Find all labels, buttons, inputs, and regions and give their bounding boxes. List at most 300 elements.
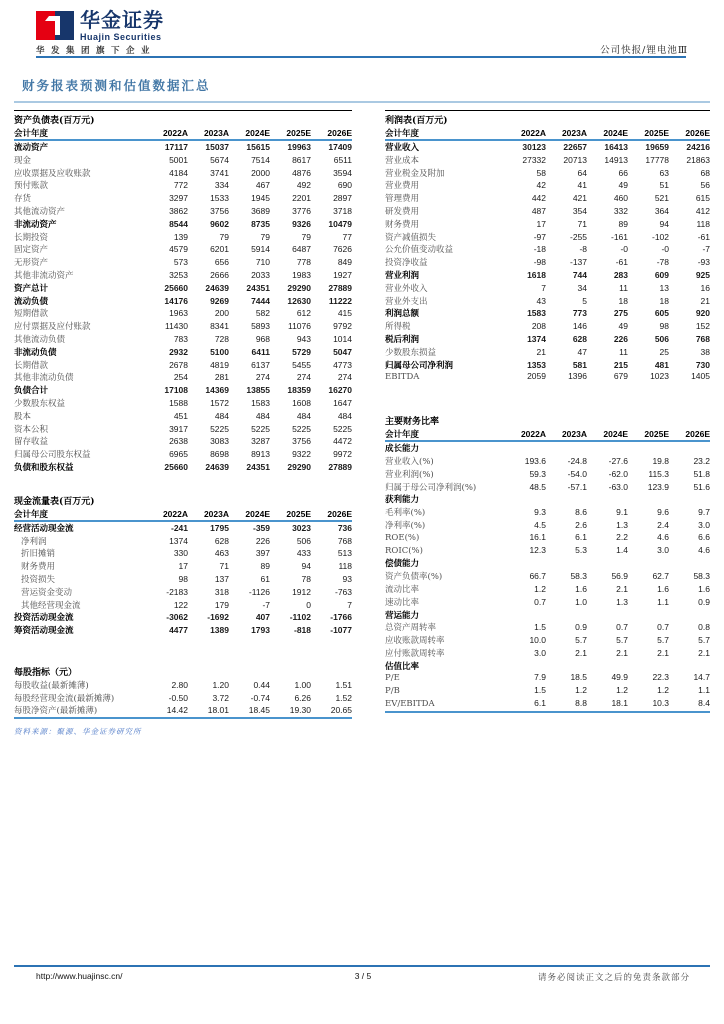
cell-value: 5914 bbox=[251, 244, 270, 255]
source-note: 资料来源：聚源、华金证券研究所 bbox=[14, 727, 142, 737]
cell-value: 16.1 bbox=[529, 531, 546, 542]
table-row bbox=[14, 307, 352, 320]
row-label: 偿债能力 bbox=[385, 559, 420, 570]
cell-value: 2.1 bbox=[616, 583, 628, 594]
page-title: 财务报表预测和估值数据汇总 bbox=[22, 78, 211, 93]
disclaimer-text: 请务必阅读正文之后的免责条款部分 bbox=[537, 973, 690, 983]
cell-value: 5729 bbox=[292, 346, 311, 357]
left-column bbox=[14, 110, 352, 737]
cell-value: 0.7 bbox=[616, 622, 628, 633]
table-row bbox=[385, 442, 710, 455]
cell-value: 6.1 bbox=[575, 531, 587, 542]
cell-value: -0.50 bbox=[168, 692, 188, 703]
table-row bbox=[14, 154, 352, 167]
cell-value: 98 bbox=[659, 321, 669, 332]
cell-value: 58.3 bbox=[570, 571, 587, 582]
cell-value: 467 bbox=[255, 180, 270, 191]
cell-value: 433 bbox=[296, 548, 311, 559]
table-row bbox=[385, 468, 710, 481]
cell-value: 3718 bbox=[333, 205, 352, 216]
cell-value: 200 bbox=[214, 308, 229, 319]
cell-value: 730 bbox=[695, 359, 710, 370]
cell-value: -8 bbox=[579, 244, 587, 255]
row-label: 营业利润 bbox=[385, 270, 420, 281]
cell-value: 16 bbox=[700, 282, 710, 293]
cell-value: 13 bbox=[659, 282, 669, 293]
cell-value: 1912 bbox=[292, 586, 311, 597]
cell-value: 41 bbox=[577, 180, 587, 191]
cell-value: 460 bbox=[613, 193, 628, 204]
cell-value: -241 bbox=[170, 522, 188, 533]
table-row bbox=[385, 685, 710, 698]
cell-value: 49 bbox=[618, 180, 628, 191]
table-row bbox=[14, 679, 352, 692]
cell-value: 152 bbox=[695, 321, 710, 332]
table-row bbox=[14, 692, 352, 705]
cell-value: 487 bbox=[531, 205, 546, 216]
table-row bbox=[385, 295, 710, 308]
cell-value: 1583 bbox=[251, 397, 270, 408]
cell-value: -3062 bbox=[166, 612, 188, 623]
cell-value: 1793 bbox=[251, 625, 270, 636]
cell-value: 628 bbox=[572, 333, 587, 344]
table-row bbox=[14, 167, 352, 180]
cell-value: 318 bbox=[214, 586, 229, 597]
cell-value: 5 bbox=[582, 295, 587, 306]
cell-value: 11076 bbox=[287, 321, 311, 332]
cell-value: 451 bbox=[173, 410, 188, 421]
cell-value: 2.1 bbox=[657, 647, 669, 658]
year-header: 2025E bbox=[644, 128, 669, 138]
cell-value: 61 bbox=[260, 573, 270, 584]
cell-value: 581 bbox=[572, 359, 587, 370]
right-column bbox=[385, 110, 710, 713]
cell-value: 968 bbox=[255, 333, 270, 344]
cell-value: 59.3 bbox=[529, 468, 546, 479]
cell-value: 615 bbox=[695, 193, 710, 204]
cell-value: 1.6 bbox=[657, 583, 669, 594]
cell-value: 582 bbox=[255, 308, 270, 319]
cell-value: 19.30 bbox=[289, 705, 311, 716]
row-label: 非流动负债 bbox=[14, 347, 57, 358]
table-row bbox=[385, 243, 710, 256]
cell-value: 1.6 bbox=[698, 583, 710, 594]
table-row bbox=[14, 231, 352, 244]
cell-value: 1533 bbox=[210, 193, 229, 204]
brand-name-en: Huajin Securities bbox=[80, 32, 162, 42]
row-label: 成长能力 bbox=[385, 444, 420, 455]
brand-block bbox=[36, 11, 164, 42]
row-label: 财务费用 bbox=[21, 562, 56, 573]
table-row bbox=[14, 522, 352, 535]
cell-value: 492 bbox=[296, 180, 311, 191]
cell-value: 1983 bbox=[292, 269, 311, 280]
row-label: 少数股东损益 bbox=[385, 347, 437, 358]
row-label: 资产负债率(%) bbox=[385, 572, 443, 583]
cell-value: 15615 bbox=[246, 142, 270, 152]
table-row bbox=[385, 282, 710, 295]
cell-value: 1.2 bbox=[575, 685, 587, 696]
cell-value: 5893 bbox=[251, 321, 270, 332]
row-label: 长期借款 bbox=[14, 360, 49, 371]
cell-value: 1647 bbox=[333, 397, 352, 408]
cell-value: -61 bbox=[615, 257, 628, 268]
cell-value: 1583 bbox=[527, 308, 546, 319]
cell-value: -1126 bbox=[248, 586, 270, 597]
cell-value: 17108 bbox=[164, 385, 188, 396]
cell-value: 146 bbox=[572, 321, 587, 332]
cell-value: 89 bbox=[618, 218, 628, 229]
balance-sheet-table bbox=[14, 110, 352, 474]
row-label: 财务费用 bbox=[385, 219, 420, 230]
cell-value: 3287 bbox=[251, 436, 270, 447]
cell-value: -63.0 bbox=[608, 481, 628, 492]
cell-value: 16270 bbox=[328, 385, 352, 396]
year-header: 2022A bbox=[162, 508, 188, 519]
cell-value: -1077 bbox=[330, 625, 352, 636]
cell-value: 1927 bbox=[333, 269, 352, 280]
row-label: 归属母公司股东权益 bbox=[14, 450, 91, 461]
cell-value: 51 bbox=[659, 180, 669, 191]
cell-value: 51.8 bbox=[693, 468, 710, 479]
cell-value: 21863 bbox=[686, 154, 710, 165]
cell-value: 3741 bbox=[210, 167, 229, 178]
cell-value: 364 bbox=[654, 205, 669, 216]
table-row bbox=[14, 359, 352, 372]
cell-value: 43 bbox=[536, 295, 546, 306]
table-row bbox=[14, 410, 352, 423]
row-label: 研发费用 bbox=[385, 206, 420, 217]
table-row bbox=[14, 599, 352, 612]
cell-value: 925 bbox=[695, 269, 710, 280]
cell-value: 24351 bbox=[246, 461, 270, 472]
cell-value: -102 bbox=[651, 231, 669, 242]
cell-value: -763 bbox=[334, 586, 352, 597]
cell-value: 122 bbox=[173, 599, 188, 610]
table-row bbox=[14, 423, 352, 436]
cell-value: 23.2 bbox=[693, 455, 710, 466]
cell-value: 58 bbox=[536, 167, 546, 178]
cell-value: 783 bbox=[173, 333, 188, 344]
year-header: 2024E bbox=[245, 508, 270, 519]
table-title: 资产负债表(百万元) bbox=[14, 110, 352, 127]
cell-value: 484 bbox=[296, 410, 311, 421]
cell-value: 79 bbox=[301, 231, 311, 242]
row-label: P/B bbox=[385, 686, 400, 697]
cell-value: 63 bbox=[659, 167, 669, 178]
row-label: 总资产周转率 bbox=[385, 623, 437, 634]
cell-value: -7 bbox=[702, 244, 710, 255]
cell-value: 9326 bbox=[292, 218, 311, 229]
year-header-label: 会计年度 bbox=[14, 509, 49, 520]
cell-value: 15037 bbox=[205, 142, 229, 152]
cell-value: 2059 bbox=[527, 371, 546, 382]
cell-value: 609 bbox=[654, 269, 669, 280]
row-label: 长期投资 bbox=[14, 232, 49, 243]
row-label: 应付账款周转率 bbox=[385, 648, 445, 659]
year-header: 2025E bbox=[644, 429, 669, 440]
row-label: 投资损失 bbox=[21, 574, 56, 585]
cell-value: 1.6 bbox=[575, 583, 587, 594]
table-row bbox=[14, 384, 352, 397]
cell-value: 1.5 bbox=[534, 685, 546, 696]
row-label: 存货 bbox=[14, 194, 32, 205]
cell-value: 4579 bbox=[169, 244, 188, 255]
cell-value: 4.6 bbox=[657, 531, 669, 542]
cell-value: 1.3 bbox=[616, 596, 628, 607]
table-row bbox=[385, 698, 710, 711]
page-footer bbox=[36, 971, 690, 985]
cell-value: 9602 bbox=[210, 218, 229, 229]
year-header: 2026E bbox=[685, 128, 710, 138]
cell-value: -18 bbox=[533, 244, 546, 255]
cell-value: -97 bbox=[533, 231, 546, 242]
table-row bbox=[385, 205, 710, 218]
year-header: 2023A bbox=[561, 128, 587, 138]
table-row bbox=[385, 519, 710, 532]
cell-value: 2638 bbox=[169, 436, 188, 447]
table-row bbox=[385, 307, 710, 320]
cell-value: 71 bbox=[219, 561, 229, 572]
row-label: 获利能力 bbox=[385, 495, 420, 506]
cell-value: 3.0 bbox=[698, 519, 710, 530]
cell-value: 3023 bbox=[292, 522, 311, 533]
cell-value: 1014 bbox=[333, 333, 352, 344]
table-row bbox=[14, 560, 352, 573]
cell-value: 4.5 bbox=[534, 519, 546, 530]
cell-value: 22657 bbox=[563, 142, 587, 152]
cell-value: 14369 bbox=[205, 385, 229, 396]
table-row bbox=[385, 532, 710, 545]
year-header-row bbox=[385, 428, 710, 442]
cell-value: 2.1 bbox=[575, 647, 587, 658]
cell-value: 421 bbox=[572, 193, 587, 204]
cell-value: 254 bbox=[173, 372, 188, 383]
cell-value: 71 bbox=[577, 218, 587, 229]
cell-value: 768 bbox=[337, 535, 352, 546]
cell-value: 5225 bbox=[251, 423, 270, 434]
cell-value: 17117 bbox=[164, 142, 188, 152]
cell-value: 7444 bbox=[251, 295, 270, 306]
row-label: 应收票据及应收账款 bbox=[14, 168, 91, 179]
cell-value: 3.0 bbox=[657, 544, 669, 555]
cell-value: 29290 bbox=[287, 461, 311, 472]
cell-value: 0.8 bbox=[698, 622, 710, 633]
cell-value: 49.9 bbox=[611, 672, 628, 683]
row-label: 归属母公司净利润 bbox=[385, 360, 454, 371]
cell-value: -61 bbox=[697, 231, 710, 242]
cell-value: 1945 bbox=[251, 193, 270, 204]
cell-value: 18.45 bbox=[248, 705, 270, 716]
cell-value: 463 bbox=[214, 548, 229, 559]
row-label: 应收账款周转率 bbox=[385, 636, 445, 647]
cell-value: -7 bbox=[262, 599, 270, 610]
cell-value: 397 bbox=[255, 548, 270, 559]
row-label: 投资活动现金流 bbox=[14, 613, 74, 624]
table-row bbox=[14, 346, 352, 359]
cell-value: 513 bbox=[337, 548, 352, 559]
year-header: 2022A bbox=[520, 429, 546, 440]
cell-value: 4477 bbox=[169, 625, 188, 636]
cell-value: 2.1 bbox=[698, 647, 710, 658]
cell-value: 5225 bbox=[292, 423, 311, 434]
cell-value: 24639 bbox=[205, 461, 229, 472]
year-header: 2024E bbox=[603, 128, 628, 138]
row-label: 其他流动资产 bbox=[14, 206, 66, 217]
table-row bbox=[385, 481, 710, 494]
cell-value: 2000 bbox=[251, 167, 270, 178]
year-header: 2023A bbox=[203, 128, 229, 138]
table-row bbox=[385, 634, 710, 647]
cell-value: 506 bbox=[296, 535, 311, 546]
cell-value: 3297 bbox=[169, 193, 188, 204]
cell-value: 10479 bbox=[328, 218, 352, 229]
cell-value: 25 bbox=[659, 346, 669, 357]
cell-value: 8.6 bbox=[575, 507, 587, 518]
cell-value: 656 bbox=[214, 257, 229, 268]
row-label: ROE(%) bbox=[385, 532, 420, 543]
year-header: 2025E bbox=[286, 128, 311, 138]
cell-value: 56 bbox=[700, 180, 710, 191]
cell-value: 193.6 bbox=[524, 455, 546, 466]
cell-value: 137 bbox=[214, 573, 229, 584]
table-row bbox=[385, 647, 710, 660]
cell-value: 6487 bbox=[292, 244, 311, 255]
row-label: 营运能力 bbox=[385, 610, 420, 621]
table-title: 主要财务比率 bbox=[385, 417, 440, 428]
cell-value: 30123 bbox=[522, 142, 546, 152]
table-row bbox=[14, 205, 352, 218]
table-row bbox=[385, 154, 710, 167]
table-row bbox=[385, 583, 710, 596]
cell-value: 6137 bbox=[251, 359, 270, 370]
cell-value: 17409 bbox=[328, 142, 352, 152]
cell-value: -98 bbox=[533, 257, 546, 268]
row-label: 流动负债 bbox=[14, 296, 49, 307]
cell-value: 506 bbox=[654, 333, 669, 344]
table-row bbox=[385, 660, 710, 673]
cell-value: 25660 bbox=[164, 282, 188, 293]
cell-value: 8341 bbox=[210, 321, 229, 332]
cell-value: 48.5 bbox=[529, 481, 546, 492]
row-label: 每股净资产(最新摊薄) bbox=[14, 706, 98, 717]
cell-value: 11 bbox=[619, 346, 628, 357]
cell-value: 5.7 bbox=[575, 635, 587, 646]
cell-value: 3.72 bbox=[212, 692, 229, 703]
page-number: 3 / 5 bbox=[354, 971, 372, 981]
cell-value: 0.7 bbox=[534, 596, 546, 607]
table-title: 利润表(百万元) bbox=[385, 110, 710, 127]
cell-value: 1.00 bbox=[294, 679, 311, 690]
table-row bbox=[385, 346, 710, 359]
row-label: 资产总计 bbox=[14, 283, 49, 294]
cell-value: 275 bbox=[613, 308, 628, 319]
row-label: 营业利润(%) bbox=[385, 469, 434, 480]
cell-value: 118 bbox=[338, 561, 352, 572]
row-label: 管理费用 bbox=[385, 194, 420, 205]
cell-value: 21 bbox=[536, 346, 546, 357]
cell-value: 68 bbox=[700, 167, 710, 178]
cell-value: 93 bbox=[342, 573, 352, 584]
year-header: 2025E bbox=[286, 508, 311, 519]
cell-value: 17778 bbox=[645, 154, 669, 165]
row-label: 负债合计 bbox=[14, 386, 49, 397]
cell-value: 1588 bbox=[169, 397, 188, 408]
table-row bbox=[385, 371, 710, 384]
table-row bbox=[14, 269, 352, 282]
table-row bbox=[14, 435, 352, 448]
row-label: 每股经营现金流(最新摊薄) bbox=[14, 693, 115, 704]
table-row bbox=[14, 320, 352, 333]
cell-value: 27889 bbox=[328, 282, 352, 293]
cell-value: 42 bbox=[536, 180, 546, 191]
year-header-row bbox=[14, 508, 352, 522]
cell-value: 18.5 bbox=[570, 672, 587, 683]
cell-value: 24639 bbox=[205, 282, 229, 293]
cell-value: 3253 bbox=[169, 269, 188, 280]
row-label: 税后利润 bbox=[385, 334, 420, 345]
table-row bbox=[14, 547, 352, 560]
cell-value: 17 bbox=[178, 561, 188, 572]
cell-value: 5674 bbox=[210, 154, 229, 165]
table-row bbox=[385, 493, 710, 506]
table-row bbox=[385, 359, 710, 372]
table-row bbox=[385, 179, 710, 192]
cell-value: 0.44 bbox=[253, 679, 270, 690]
year-header: 2023A bbox=[561, 429, 587, 440]
table-row bbox=[385, 545, 710, 558]
cell-value: 283 bbox=[613, 269, 628, 280]
cell-value: 24351 bbox=[246, 282, 270, 293]
cell-value: 1353 bbox=[527, 359, 546, 370]
cell-value: 18 bbox=[618, 295, 628, 306]
cell-value: -1692 bbox=[207, 612, 229, 623]
cell-value: 0.7 bbox=[657, 622, 669, 633]
cell-value: 1396 bbox=[568, 371, 587, 382]
cell-value: 0 bbox=[306, 599, 311, 610]
table-row bbox=[385, 320, 710, 333]
cell-value: 3083 bbox=[210, 436, 229, 447]
row-label: 筹资活动现金流 bbox=[14, 626, 74, 637]
row-label: 营业外支出 bbox=[385, 296, 428, 307]
cell-value: -2183 bbox=[166, 586, 188, 597]
cell-value: 94 bbox=[659, 218, 669, 229]
row-label: 流动比率 bbox=[385, 584, 420, 595]
cell-value: 744 bbox=[572, 269, 587, 280]
cell-value: 2.80 bbox=[171, 679, 188, 690]
cell-value: 5225 bbox=[210, 423, 229, 434]
row-label: 公允价值变动收益 bbox=[385, 245, 454, 256]
cell-value: 2.1 bbox=[616, 647, 628, 658]
cell-value: 62.7 bbox=[652, 571, 669, 582]
cell-value: 20713 bbox=[563, 154, 587, 165]
cell-value: 484 bbox=[337, 410, 352, 421]
cell-value: 5.7 bbox=[698, 635, 710, 646]
cell-value: 14913 bbox=[604, 154, 628, 165]
cell-value: 332 bbox=[613, 205, 628, 216]
cell-value: 8735 bbox=[251, 218, 270, 229]
cell-value: 17 bbox=[536, 218, 546, 229]
cell-value: 34 bbox=[577, 282, 587, 293]
table-row bbox=[385, 506, 710, 519]
cell-value: 118 bbox=[696, 218, 710, 229]
cell-value: 3776 bbox=[292, 205, 311, 216]
website-link[interactable]: http://www.huajinsc.cn/ bbox=[36, 971, 123, 981]
table-row bbox=[385, 256, 710, 269]
table-row bbox=[385, 218, 710, 231]
cell-value: 710 bbox=[255, 257, 270, 268]
cell-value: 1.20 bbox=[212, 679, 229, 690]
